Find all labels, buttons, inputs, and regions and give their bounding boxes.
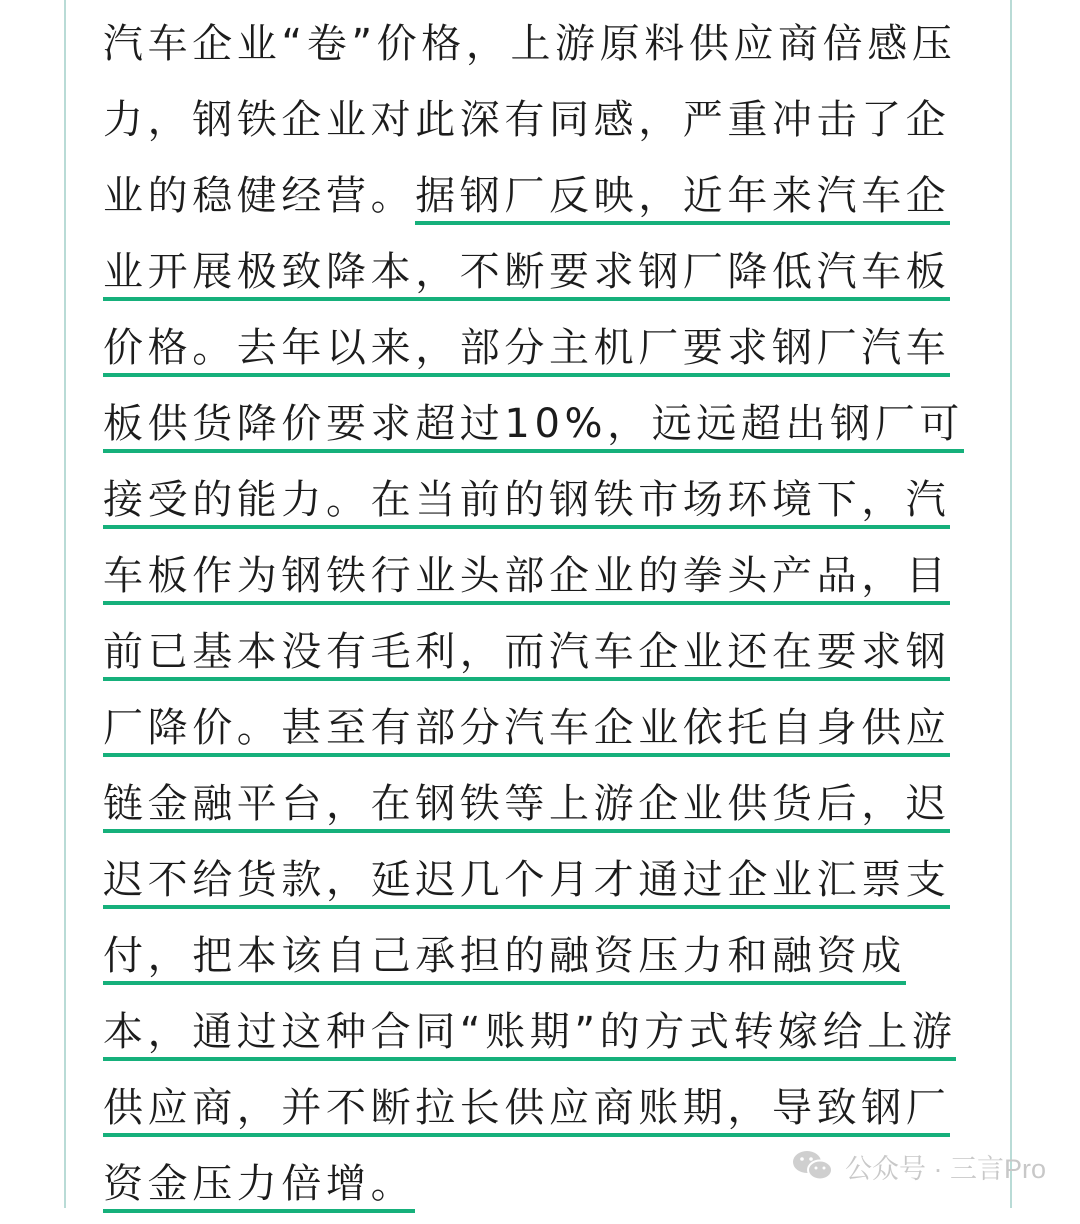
text-line: [103, 616, 983, 692]
highlighted-text: 业开展极致降本，不断要求钢厂降低汽车板: [103, 249, 950, 301]
text-line: [103, 84, 983, 160]
highlighted-text: 厂降价。甚至有部分汽车企业依托自身供应: [103, 705, 950, 757]
highlighted-text: 迟不给货款，延迟几个月才通过企业汇票支: [103, 857, 950, 909]
highlighted-text: 本，通过这种合同“账期”的方式转嫁给上游: [103, 1009, 956, 1061]
highlighted-text: 资金压力倍增。: [103, 1161, 415, 1213]
text-line: [103, 1072, 983, 1148]
line-text: 力，钢铁企业对此深有同感，严重冲击了企: [103, 97, 951, 143]
watermark-text: 公众号 · 三言Pro: [844, 1153, 1046, 1184]
highlighted-text: 链金融平台，在钢铁等上游企业供货后，迟: [103, 781, 950, 833]
text-line: [103, 996, 983, 1072]
text-line: [103, 160, 983, 236]
line-text: 业的稳健经营。: [103, 173, 416, 219]
text-line: [103, 388, 983, 464]
text-line: [103, 312, 983, 388]
wechat-icon: [791, 1148, 835, 1184]
highlighted-text: 板供货降价要求超过10%，远远超出钢厂可: [103, 401, 964, 453]
text-line: [103, 8, 983, 84]
highlighted-text: 前已基本没有毛利，而汽车企业还在要求钢: [103, 629, 950, 681]
text-line: [103, 692, 983, 768]
watermark: [791, 1146, 1046, 1186]
line-text: 汽车企业“卷”价格，上游原料供应商倍感压: [103, 21, 957, 67]
highlighted-text: 价格。去年以来，部分主机厂要求钢厂汽车: [103, 325, 950, 377]
text-line: [103, 768, 983, 844]
highlighted-text: 供应商，并不断拉长供应商账期，导致钢厂: [103, 1085, 950, 1137]
article-body: [103, 8, 983, 1224]
text-line: [103, 920, 983, 996]
highlighted-text: 接受的能力。在当前的钢铁市场环境下，汽: [103, 477, 950, 529]
text-line: [103, 236, 983, 312]
highlighted-text: 车板作为钢铁行业头部企业的拳头产品，目: [103, 553, 950, 605]
highlighted-text: 付，把本该自己承担的融资压力和融资成: [103, 933, 906, 985]
text-line: [103, 844, 983, 920]
text-line: [103, 464, 983, 540]
text-line: [103, 540, 983, 616]
highlighted-text: 据钢厂反映，近年来汽车企: [415, 173, 950, 225]
